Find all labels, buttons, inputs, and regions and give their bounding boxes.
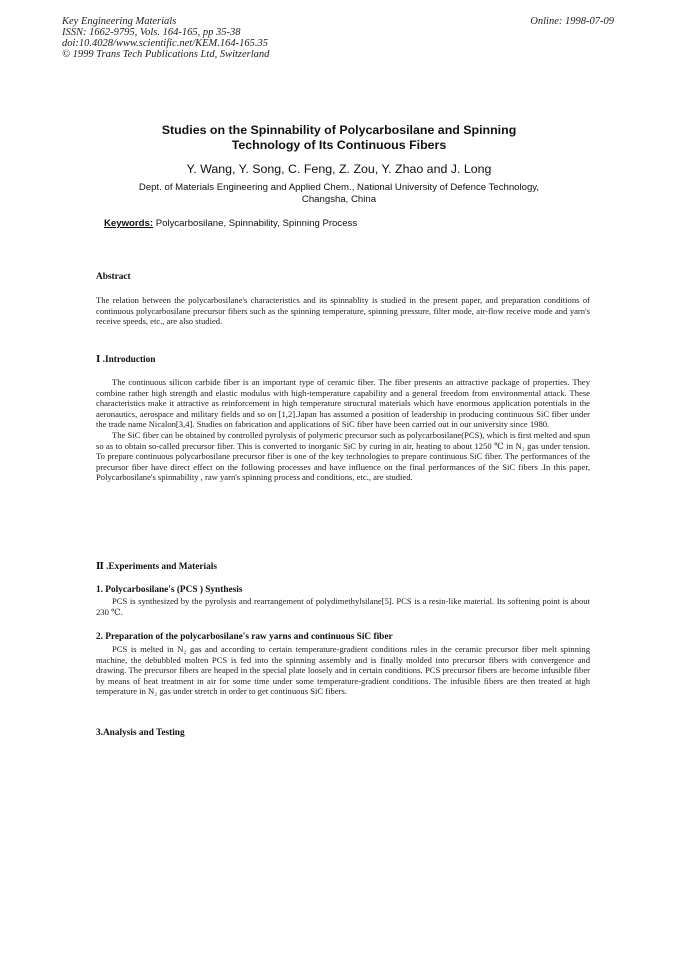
keywords-list: Polycarbosilane, Spinnability, Spinning Process [155,218,358,229]
intro-paragraph-2: The SiC fiber can be obtained by controlled pyrolysis of polymeric precursor such as polycarbosilane(PCS), which is first melted and spun so as to obtain so-called precursor fiber. This is converted to inorganic SiC by curing in air, heating to about 1250 ℃ in N₂ gas under tension. To prepare continuous polycarbosilane precursor fiber is one of the key technologies to prepare continuous SiC fiber. The performances of the precursor fiber have direct effect on the following processes and have influence on the final performances of the SiC fibers .In this paper, Polycarbosilane's spinnability , raw yarn's spinning process and conditions, etc., are studied. [96,429,590,483]
title-line-1: Studies on the Spinnability of Polycarbosilane and Spinning [161,123,517,137]
keywords-label: Keywords: [104,218,154,229]
analysis-heading: 3.Analysis and Testing [96,728,185,738]
affiliation-line-1: Dept. of Materials Engineering and Applied Chem., National University of Defence Technology, [138,182,540,193]
journal-name: Key Engineering Materials [62,16,177,27]
doi-line: doi:10.4028/www.scientific.net/KEM.164-165.35 [62,38,268,49]
affiliation-line-2: Changsha, China [301,194,377,205]
synthesis-text: PCS is synthesized by the pyrolysis and rearrangement of polydimethylsilane[5]. PCS is a resin-like material. Its softening point is about 230 ℃. [96,596,590,617]
experiments-heading: Ⅱ .Experiments and Materials [96,562,217,572]
paper-title [100,123,578,153]
issn-line: ISSN: 1662-9795, Vols. 164-165, pp 35-38 [62,27,241,38]
title-line-2: Technology of Its Continuous Fibers [231,138,447,152]
intro-paragraph-1: The continuous silicon carbide fiber is an important type of ceramic fiber. The fiber presents an attractive package of properties. They combine rather high strength and elastic modulus with high-temperature capability and a general freedom from environmental attack. These characteristics make it attractive as reinforcement in high temperature structural materials which have enormous application potentials in the aeronautics, aerospace and military fields and so on [1,2].Japan has assumed a position of leadership in producing continuous SiC fiber under the trade name Nicalon[3,4]. Studies on fabrication and applications of SiC fiber have been carried out in our university since 1980. [96,377,590,430]
synthesis-heading: 1. Polycarbosilane's (PCS ) Synthesis [96,585,243,595]
online-date: Online: 1998-07-09 [530,16,614,27]
abstract-text: The relation between the polycarbosilane's characteristics and its spinnablity is studied in the present paper, and preparation conditions of continuous polycarbosilane precursor fibers such as the spinning temperature, spinning pressure, filter mode, air-flow receive mode and yarn's receive speeds, etc., are also studied. [96,295,590,327]
introduction-heading: Ⅰ .Introduction [96,355,156,365]
introduction-body [96,377,590,483]
copyright-line: © 1999 Trans Tech Publications Ltd, Switzerland [62,49,270,60]
preparation-heading: 2. Preparation of the polycarbosilane's raw yarns and continuous SiC fiber [96,632,393,642]
preparation-text: PCS is melted in N₂ gas and according to certain temperature-gradient conditions rules in the ceramic precursor fiber melt spinning machine, the debubbled molten PCS is fed into the spinning assembly and is finally molded into precursor fibers with convergence and drawing. The precursor fibers are heaped in the special plate loosely and in certain conditions. PCS precursor fibers are become infusible fiber by means of heat treatment in air for some time under some temperature-gradient conditions. The infusible fibers are then treated at high temperature in N₂ gas under stretch in order to get continuous SiC fibers. [96,644,590,697]
author-list: Y. Wang, Y. Song, C. Feng, Z. Zou, Y. Zhao and J. Long [186,162,492,176]
affiliation [90,182,588,206]
abstract-heading: Abstract [96,272,131,282]
keywords-line [104,218,357,229]
journal-header [62,16,269,60]
